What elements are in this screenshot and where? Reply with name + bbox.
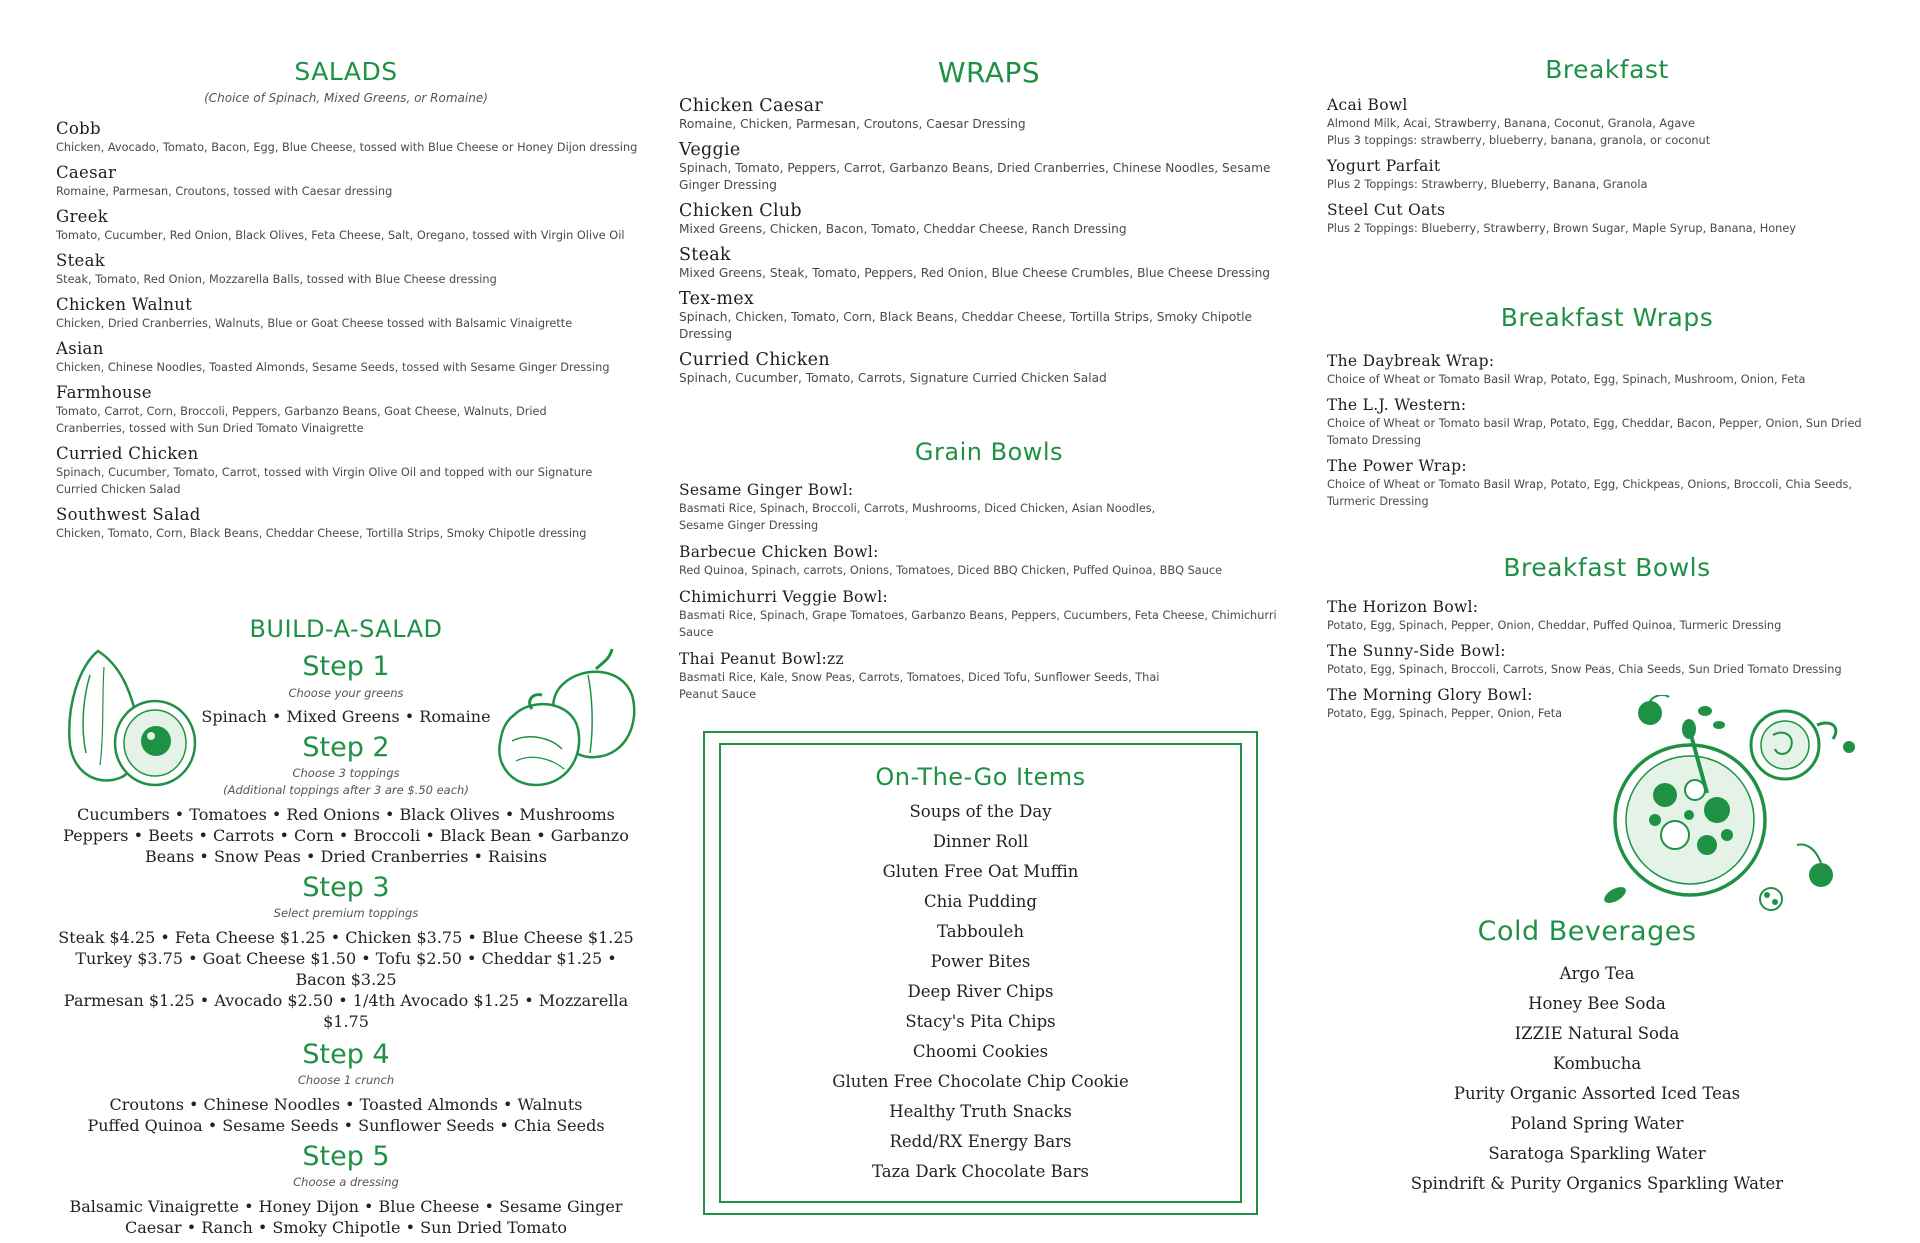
list-item bbox=[1327, 156, 1887, 193]
item-name: The L.J. Western: bbox=[1327, 396, 1467, 414]
item-name: Thai Peanut Bowl:zz bbox=[679, 650, 844, 668]
on-the-go-box bbox=[703, 731, 1258, 1215]
list-item bbox=[1327, 456, 1887, 510]
item-desc: Plus 2 Toppings: Blueberry, Strawberry, Brown Sugar, Maple Syrup, Banana, Honey bbox=[1327, 222, 1796, 235]
grain-bowls-title: Grain Bowls bbox=[914, 438, 1064, 466]
list-item bbox=[679, 350, 1289, 387]
item-desc: Romaine, Chicken, Parmesan, Croutons, Caesar Dressing bbox=[679, 117, 1026, 131]
item-desc: Basmati Rice, Spinach, Grape Tomatoes, Garbanzo Beans, Peppers, Cucumbers, Feta Cheese, Chimichurri Sauce bbox=[679, 609, 1277, 639]
list-item bbox=[56, 505, 646, 542]
item-name: Greek bbox=[56, 207, 109, 226]
list-item: Poland Spring Water bbox=[1510, 1114, 1684, 1133]
list-item bbox=[679, 96, 1289, 133]
list-item bbox=[679, 587, 1279, 641]
item-name: Veggie bbox=[679, 140, 741, 160]
item-name: Chicken Walnut bbox=[56, 295, 193, 314]
list-item bbox=[679, 245, 1289, 282]
item-desc: Basmati Rice, Kale, Snow Peas, Carrots, Tomatoes, Diced Tofu, Sunflower Seeds, Thai Peanut Sauce bbox=[679, 671, 1160, 701]
step-3-sub: Select premium toppings bbox=[273, 906, 419, 920]
breakfast-list bbox=[1327, 95, 1887, 244]
grain-bowls-list bbox=[679, 480, 1279, 711]
breakfast-title: Breakfast bbox=[1545, 55, 1669, 84]
item-name: Curried Chicken bbox=[56, 444, 199, 463]
step-4-options: Puffed Quinoa • Sesame Seeds • Sunflower Seeds • Chia Seeds bbox=[87, 1116, 605, 1135]
item-desc: Basmati Rice, Spinach, Broccoli, Carrots, Mushrooms, Diced Chicken, Asian Noodles, Sesame Ginger Dressing bbox=[679, 502, 1156, 532]
item-name: The Morning Glory Bowl: bbox=[1327, 686, 1533, 704]
item-desc: Tomato, Carrot, Corn, Broccoli, Peppers, Garbanzo Beans, Goat Cheese, Walnuts, Dried Cranberries, tossed with Sun Dried Tomato Vinaigrette bbox=[56, 405, 547, 435]
item-desc: Mixed Greens, Steak, Tomato, Peppers, Red Onion, Blue Cheese Crumbles, Blue Cheese Dressing bbox=[679, 266, 1271, 280]
item-desc: Potato, Egg, Spinach, Broccoli, Carrots, Snow Peas, Chia Seeds, Sun Dried Tomato Dressing bbox=[1327, 663, 1842, 676]
step-4-title: Step 4 bbox=[302, 1039, 390, 1070]
item-name: Curried Chicken bbox=[679, 350, 830, 370]
list-item: Tabbouleh bbox=[937, 922, 1024, 941]
item-desc: Chicken, Avocado, Tomato, Bacon, Egg, Blue Cheese, tossed with Blue Cheese or Honey Dijon dressing bbox=[56, 141, 638, 154]
list-item: Choomi Cookies bbox=[912, 1042, 1049, 1061]
item-name: The Sunny-Side Bowl: bbox=[1327, 642, 1506, 660]
list-item bbox=[56, 207, 646, 244]
item-desc: Plus 2 Toppings: Strawberry, Blueberry, Banana, Granola bbox=[1327, 178, 1648, 191]
breakfast-bowls-title: Breakfast Bowls bbox=[1503, 553, 1711, 582]
list-item bbox=[56, 119, 646, 156]
item-name: Farmhouse bbox=[56, 383, 152, 402]
list-item: Chia Pudding bbox=[924, 892, 1037, 911]
item-desc: Chicken, Tomato, Corn, Black Beans, Cheddar Cheese, Tortilla Strips, Smoky Chipotle dressing bbox=[56, 527, 587, 540]
list-item: Saratoga Sparkling Water bbox=[1488, 1144, 1706, 1163]
avocado-illustration bbox=[60, 645, 200, 790]
list-item: Purity Organic Assorted Iced Teas bbox=[1453, 1084, 1741, 1103]
step-2-options: Beans • Snow Peas • Dried Cranberries • Raisins bbox=[145, 847, 547, 866]
cold-beverages-title: Cold Beverages bbox=[1477, 916, 1697, 947]
item-name: Caesar bbox=[56, 163, 117, 182]
list-item: Spindrift & Purity Organics Sparkling Water bbox=[1410, 1174, 1784, 1193]
breakfast-wraps-title: Breakfast Wraps bbox=[1500, 303, 1714, 332]
step-1-options: Spinach • Mixed Greens • Romaine bbox=[201, 707, 491, 726]
cold-beverages-list bbox=[1327, 959, 1867, 1199]
wraps-list bbox=[679, 96, 1289, 394]
item-desc: Spinach, Cucumber, Tomato, Carrots, Signature Curried Chicken Salad bbox=[679, 371, 1107, 385]
step-2-title: Step 2 bbox=[302, 732, 390, 763]
list-item: Dinner Roll bbox=[932, 832, 1029, 851]
build-a-salad-title: BUILD-A-SALAD bbox=[249, 615, 443, 643]
item-name: Yogurt Parfait bbox=[1327, 157, 1441, 175]
list-item: Argo Tea bbox=[1559, 964, 1635, 983]
list-item: IZZIE Natural Soda bbox=[1514, 1024, 1680, 1043]
on-the-go-inner-border bbox=[719, 743, 1242, 1203]
step-2-options: Cucumbers • Tomatoes • Red Onions • Black Olives • Mushrooms bbox=[77, 805, 615, 824]
item-name: Chicken Caesar bbox=[679, 96, 824, 116]
list-item: Soups of the Day bbox=[909, 802, 1052, 821]
item-desc: Red Quinoa, Spinach, carrots, Onions, Tomatoes, Diced BBQ Chicken, Puffed Quinoa, BBQ Sauce bbox=[679, 564, 1223, 577]
item-desc: Potato, Egg, Spinach, Pepper, Onion, Feta bbox=[1327, 707, 1563, 720]
list-item bbox=[56, 383, 646, 437]
step-5-options: Balsamic Vinaigrette • Honey Dijon • Blue Cheese • Sesame Ginger bbox=[69, 1197, 623, 1216]
list-item: Taza Dark Chocolate Bars bbox=[872, 1162, 1089, 1181]
item-desc: Choice of Wheat or Tomato Basil Wrap, Potato, Egg, Chickpeas, Onions, Broccoli, Chia Seeds, Turmeric Dressing bbox=[1327, 478, 1852, 508]
step-1-sub: Choose your greens bbox=[288, 686, 404, 700]
salads-title: SALADS bbox=[294, 57, 398, 86]
list-item bbox=[56, 295, 646, 332]
item-desc: Choice of Wheat or Tomato basil Wrap, Potato, Egg, Cheddar, Bacon, Pepper, Onion, Sun Dried Tomato Dressing bbox=[1327, 417, 1862, 447]
list-item bbox=[679, 201, 1289, 238]
list-item bbox=[679, 649, 1279, 703]
list-item: Gluten Free Oat Muffin bbox=[882, 862, 1079, 881]
item-desc: Mixed Greens, Chicken, Bacon, Tomato, Cheddar Cheese, Ranch Dressing bbox=[679, 222, 1127, 236]
list-item: Stacy's Pita Chips bbox=[905, 1012, 1056, 1031]
step-3-options: Steak $4.25 • Feta Cheese $1.25 • Chicken $3.75 • Blue Cheese $1.25 bbox=[58, 928, 634, 947]
bell-pepper-illustration bbox=[492, 645, 640, 795]
list-item: Deep River Chips bbox=[907, 982, 1054, 1001]
item-name: Steak bbox=[56, 251, 106, 270]
item-desc: Spinach, Chicken, Tomato, Corn, Black Beans, Cheddar Cheese, Tortilla Strips, Smoky Chipotle Dressing bbox=[679, 310, 1253, 341]
step-3-options: Parmesan $1.25 • Avocado $2.50 • 1/4th Avocado $1.25 • Mozzarella $1.75 bbox=[63, 991, 629, 1031]
wraps-title: WRAPS bbox=[937, 56, 1041, 89]
item-name: Chimichurri Veggie Bowl: bbox=[679, 588, 889, 606]
salads-list bbox=[56, 119, 646, 549]
list-item bbox=[56, 444, 646, 498]
step-5-options: Caesar • Ranch • Smoky Chipotle • Sun Dried Tomato bbox=[124, 1218, 568, 1237]
item-name: Barbecue Chicken Bowl: bbox=[679, 543, 879, 561]
list-item bbox=[679, 542, 1279, 579]
item-name: The Power Wrap: bbox=[1327, 457, 1467, 475]
step-4-sub: Choose 1 crunch bbox=[297, 1073, 395, 1087]
list-item: Kombucha bbox=[1552, 1054, 1642, 1073]
item-desc: Romaine, Parmesan, Croutons, tossed with Caesar dressing bbox=[56, 185, 393, 198]
list-item bbox=[56, 163, 646, 200]
item-name: Chicken Club bbox=[679, 201, 802, 221]
list-item bbox=[1327, 395, 1887, 449]
item-desc: Chicken, Chinese Noodles, Toasted Almonds, Sesame Seeds, tossed with Sesame Ginger Dressing bbox=[56, 361, 610, 374]
item-desc: Plus 3 toppings: strawberry, blueberry, banana, granola, or coconut bbox=[1327, 134, 1711, 147]
list-item bbox=[56, 339, 646, 376]
list-item: Power Bites bbox=[930, 952, 1031, 971]
step-3-options: Turkey $3.75 • Goat Cheese $1.50 • Tofu $2.50 • Cheddar $1.25 • Bacon $3.25 bbox=[75, 949, 617, 989]
on-the-go-title: On-The-Go Items bbox=[875, 763, 1086, 791]
step-2-sub2: (Additional toppings after 3 are $.50 each) bbox=[223, 783, 469, 797]
on-the-go-list bbox=[721, 797, 1240, 1187]
item-name: The Daybreak Wrap: bbox=[1327, 352, 1495, 370]
item-desc: Choice of Wheat or Tomato Basil Wrap, Potato, Egg, Spinach, Mushroom, Onion, Feta bbox=[1327, 373, 1806, 386]
step-4-options: Croutons • Chinese Noodles • Toasted Almonds • Walnuts bbox=[109, 1095, 583, 1114]
list-item: Healthy Truth Snacks bbox=[889, 1102, 1072, 1121]
item-name: The Horizon Bowl: bbox=[1327, 598, 1479, 616]
list-item bbox=[679, 140, 1289, 194]
list-item bbox=[1327, 95, 1887, 149]
list-item: Gluten Free Chocolate Chip Cookie bbox=[832, 1072, 1129, 1091]
list-item: Redd/RX Energy Bars bbox=[889, 1132, 1072, 1151]
item-desc: Almond Milk, Acai, Strawberry, Banana, Coconut, Granola, Agave bbox=[1327, 117, 1695, 130]
salads-subtitle: (Choice of Spinach, Mixed Greens, or Romaine) bbox=[204, 91, 488, 105]
step-1-title: Step 1 bbox=[302, 651, 390, 682]
list-item: Honey Bee Soda bbox=[1528, 994, 1666, 1013]
breakfast-wraps-list bbox=[1327, 351, 1887, 517]
list-item bbox=[56, 251, 646, 288]
step-3-title: Step 3 bbox=[302, 872, 390, 903]
item-desc: Chicken, Dried Cranberries, Walnuts, Blue or Goat Cheese tossed with Balsamic Vinaigrette bbox=[56, 317, 573, 330]
acai-bowl-illustration bbox=[1595, 695, 1885, 920]
item-desc: Steak, Tomato, Red Onion, Mozzarella Balls, tossed with Blue Cheese dressing bbox=[56, 273, 497, 286]
list-item bbox=[1327, 200, 1887, 237]
step-5-sub: Choose a dressing bbox=[293, 1175, 399, 1189]
item-desc: Spinach, Cucumber, Tomato, Carrot, tossed with Virgin Olive Oil and topped with our Signature Curried Chicken Salad bbox=[56, 466, 593, 496]
list-item bbox=[679, 480, 1279, 534]
item-name: Steak bbox=[679, 245, 731, 265]
item-name: Southwest Salad bbox=[56, 505, 201, 524]
step-2-sub: Choose 3 toppings bbox=[292, 766, 400, 780]
list-item bbox=[1327, 597, 1847, 634]
step-5-title: Step 5 bbox=[302, 1141, 390, 1172]
item-desc: Tomato, Cucumber, Red Onion, Black Olives, Feta Cheese, Salt, Oregano, tossed with Virgin Olive Oil bbox=[56, 229, 625, 242]
list-item bbox=[679, 289, 1289, 343]
list-item bbox=[1327, 641, 1847, 678]
item-name: Sesame Ginger Bowl: bbox=[679, 481, 854, 499]
item-name: Tex-mex bbox=[679, 289, 755, 309]
item-name: Acai Bowl bbox=[1327, 96, 1408, 114]
item-name: Steel Cut Oats bbox=[1327, 201, 1446, 219]
item-name: Cobb bbox=[56, 119, 101, 138]
item-desc: Spinach, Tomato, Peppers, Carrot, Garbanzo Beans, Dried Cranberries, Chinese Noodles, Sesame Ginger Dressing bbox=[679, 161, 1271, 192]
item-desc: Potato, Egg, Spinach, Pepper, Onion, Cheddar, Puffed Quinoa, Turmeric Dressing bbox=[1327, 619, 1782, 632]
list-item bbox=[1327, 351, 1887, 388]
item-name: Asian bbox=[56, 339, 104, 358]
step-2-options: Peppers • Beets • Carrots • Corn • Broccoli • Black Bean • Garbanzo bbox=[63, 826, 629, 845]
